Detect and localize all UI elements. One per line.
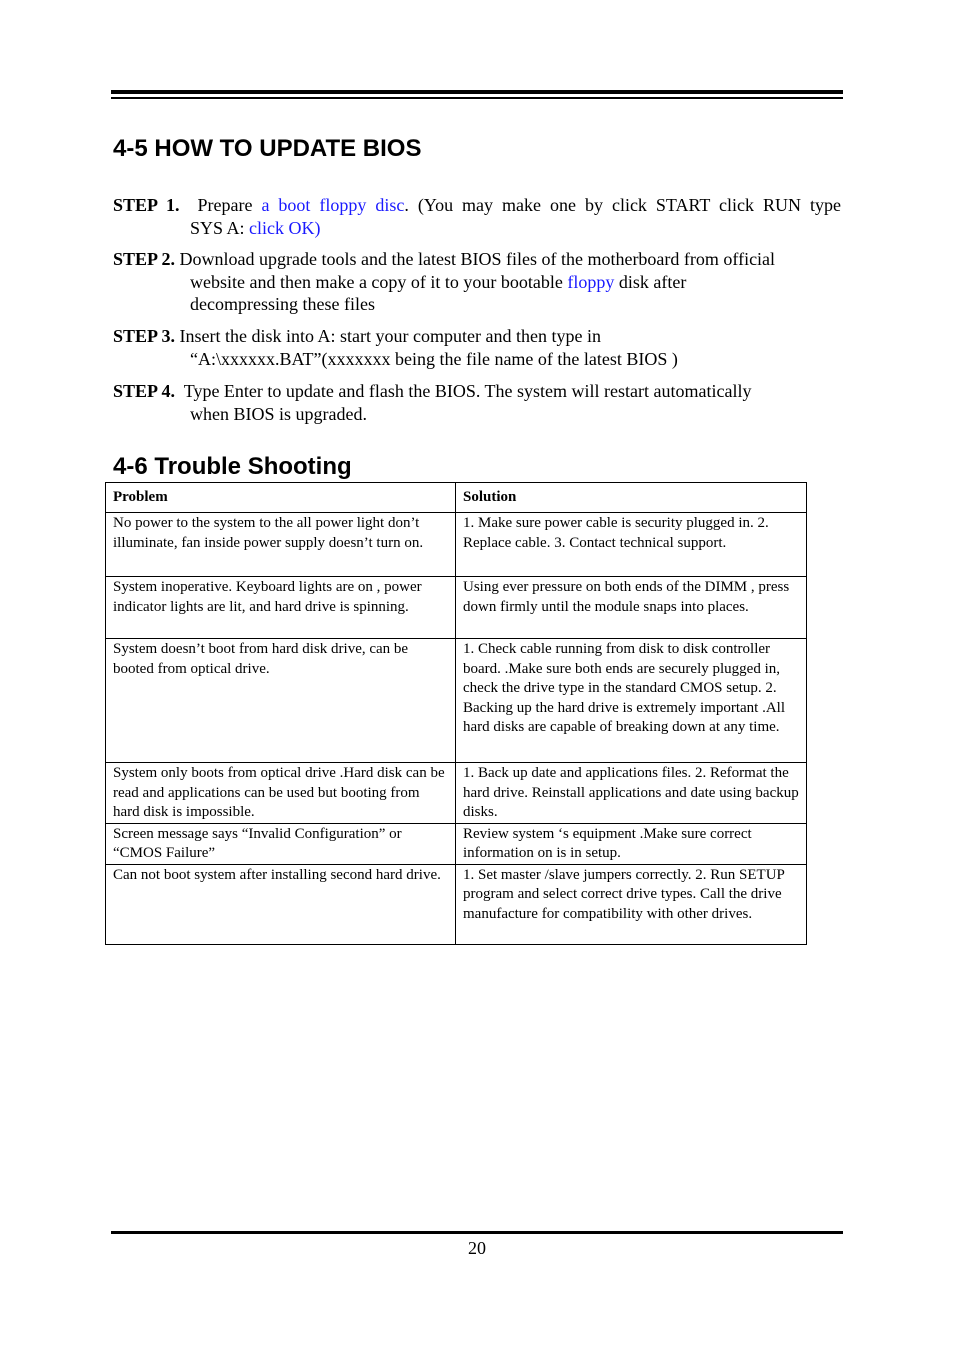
problem-cell: No power to the system to the all power light don’t illuminate, fan inside power supply doesn’t turn on. [106, 513, 456, 577]
step-1-text-2: . (You may make one by click START click RUN type [404, 195, 842, 215]
problem-cell: System only boots from optical drive .Hard disk can be read and applications can be used but booting from hard disk is impossible. [106, 763, 456, 824]
step-1-line-1 [113, 194, 841, 217]
step-1 [113, 194, 841, 239]
trouble-shooting-table [105, 482, 807, 945]
step-2-text: Download upgrade tools and the latest BIOS files of the motherboard from official [175, 249, 776, 269]
table-header-row [106, 483, 807, 513]
solution-cell: Review system ‘s equipment .Make sure correct information on is in setup. [456, 823, 807, 864]
table-row [106, 513, 807, 577]
header-rule-thin [111, 97, 843, 99]
solution-cell: 1. Check cable running from disk to disk controller board. .Make sure both ends are securely plugged in, check the drive type in the standard CMOS setup. 2. Backing up the hard drive is extremely important .All hard disks are capable of breaking down at any time. [456, 639, 807, 763]
step-1-label: STEP 1. [113, 195, 180, 215]
step-2-text-2: website and then make a copy of it to your bootable [190, 271, 568, 292]
step-4-line-2: when BIOS is upgraded. [190, 403, 367, 424]
problem-cell: Can not boot system after installing second hard drive. [106, 864, 456, 944]
table-row [106, 864, 807, 944]
solution-cell: 1. Make sure power cable is security plugged in. 2. Replace cable. 3. Contact technical support. [456, 513, 807, 577]
page-number: 20 [468, 1238, 486, 1258]
table-row [106, 823, 807, 864]
step-2-label: STEP 2. [113, 249, 176, 269]
step-2-line-2 [113, 271, 841, 294]
step-2 [113, 248, 841, 316]
click-ok-link[interactable]: click OK) [249, 217, 321, 238]
problem-cell: System inoperative. Keyboard lights are on , power indicator lights are lit, and hard drive is spinning. [106, 577, 456, 639]
step-2-line-3: decompressing these files [190, 294, 375, 314]
step-4 [113, 380, 841, 425]
step-3-label: STEP 3. [113, 326, 176, 346]
step-2-text-3: disk after [614, 271, 687, 292]
step-1-line-2 [113, 217, 841, 240]
section-title-update-bios: 4-5 HOW TO UPDATE BIOS [113, 135, 422, 162]
step-3-line-1 [113, 325, 841, 348]
step-3 [113, 325, 841, 370]
header-rule-thick [111, 90, 843, 94]
step-3-text: Insert the disk into A: start your computer and then type in [175, 326, 601, 346]
footer-rule [111, 1231, 843, 1234]
step-1-text: Prepare [197, 195, 262, 215]
table-row [106, 639, 807, 763]
solution-cell: 1. Back up date and applications files. 2. Reformat the hard drive. Reinstall applications and date using backup disks. [456, 763, 807, 824]
table-row [106, 577, 807, 639]
step-4-label: STEP 4. [113, 381, 176, 401]
section-title-trouble-shooting: 4-6 Trouble Shooting [113, 453, 352, 480]
step-4-text: Type Enter to update and flash the BIOS. The system will restart automatically [175, 381, 752, 401]
problem-cell: Screen message says “Invalid Configuration” or “CMOS Failure” [106, 823, 456, 864]
solution-cell: 1. Set master /slave jumpers correctly. 2. Run SETUP program and select correct drive types. Call the drive manufacture for compatibility with other drives. [456, 864, 807, 944]
table-row [106, 763, 807, 824]
step-2-line-1 [113, 248, 841, 271]
step-4-line-1 [113, 380, 841, 403]
header-problem: Problem [106, 483, 456, 513]
step-1-text-3: SYS A: [190, 217, 250, 238]
step-3-line-2: “A:\xxxxxx.BAT”(xxxxxxx being the file name of the latest BIOS ) [190, 348, 678, 369]
problem-cell: System doesn’t boot from hard disk drive, can be booted from optical drive. [106, 639, 456, 763]
boot-floppy-link[interactable]: a boot floppy disc [261, 195, 405, 215]
solution-cell: Using ever pressure on both ends of the DIMM , press down firmly until the module snaps into places. [456, 577, 807, 639]
floppy-link[interactable]: floppy [567, 271, 615, 292]
header-solution: Solution [456, 483, 807, 513]
